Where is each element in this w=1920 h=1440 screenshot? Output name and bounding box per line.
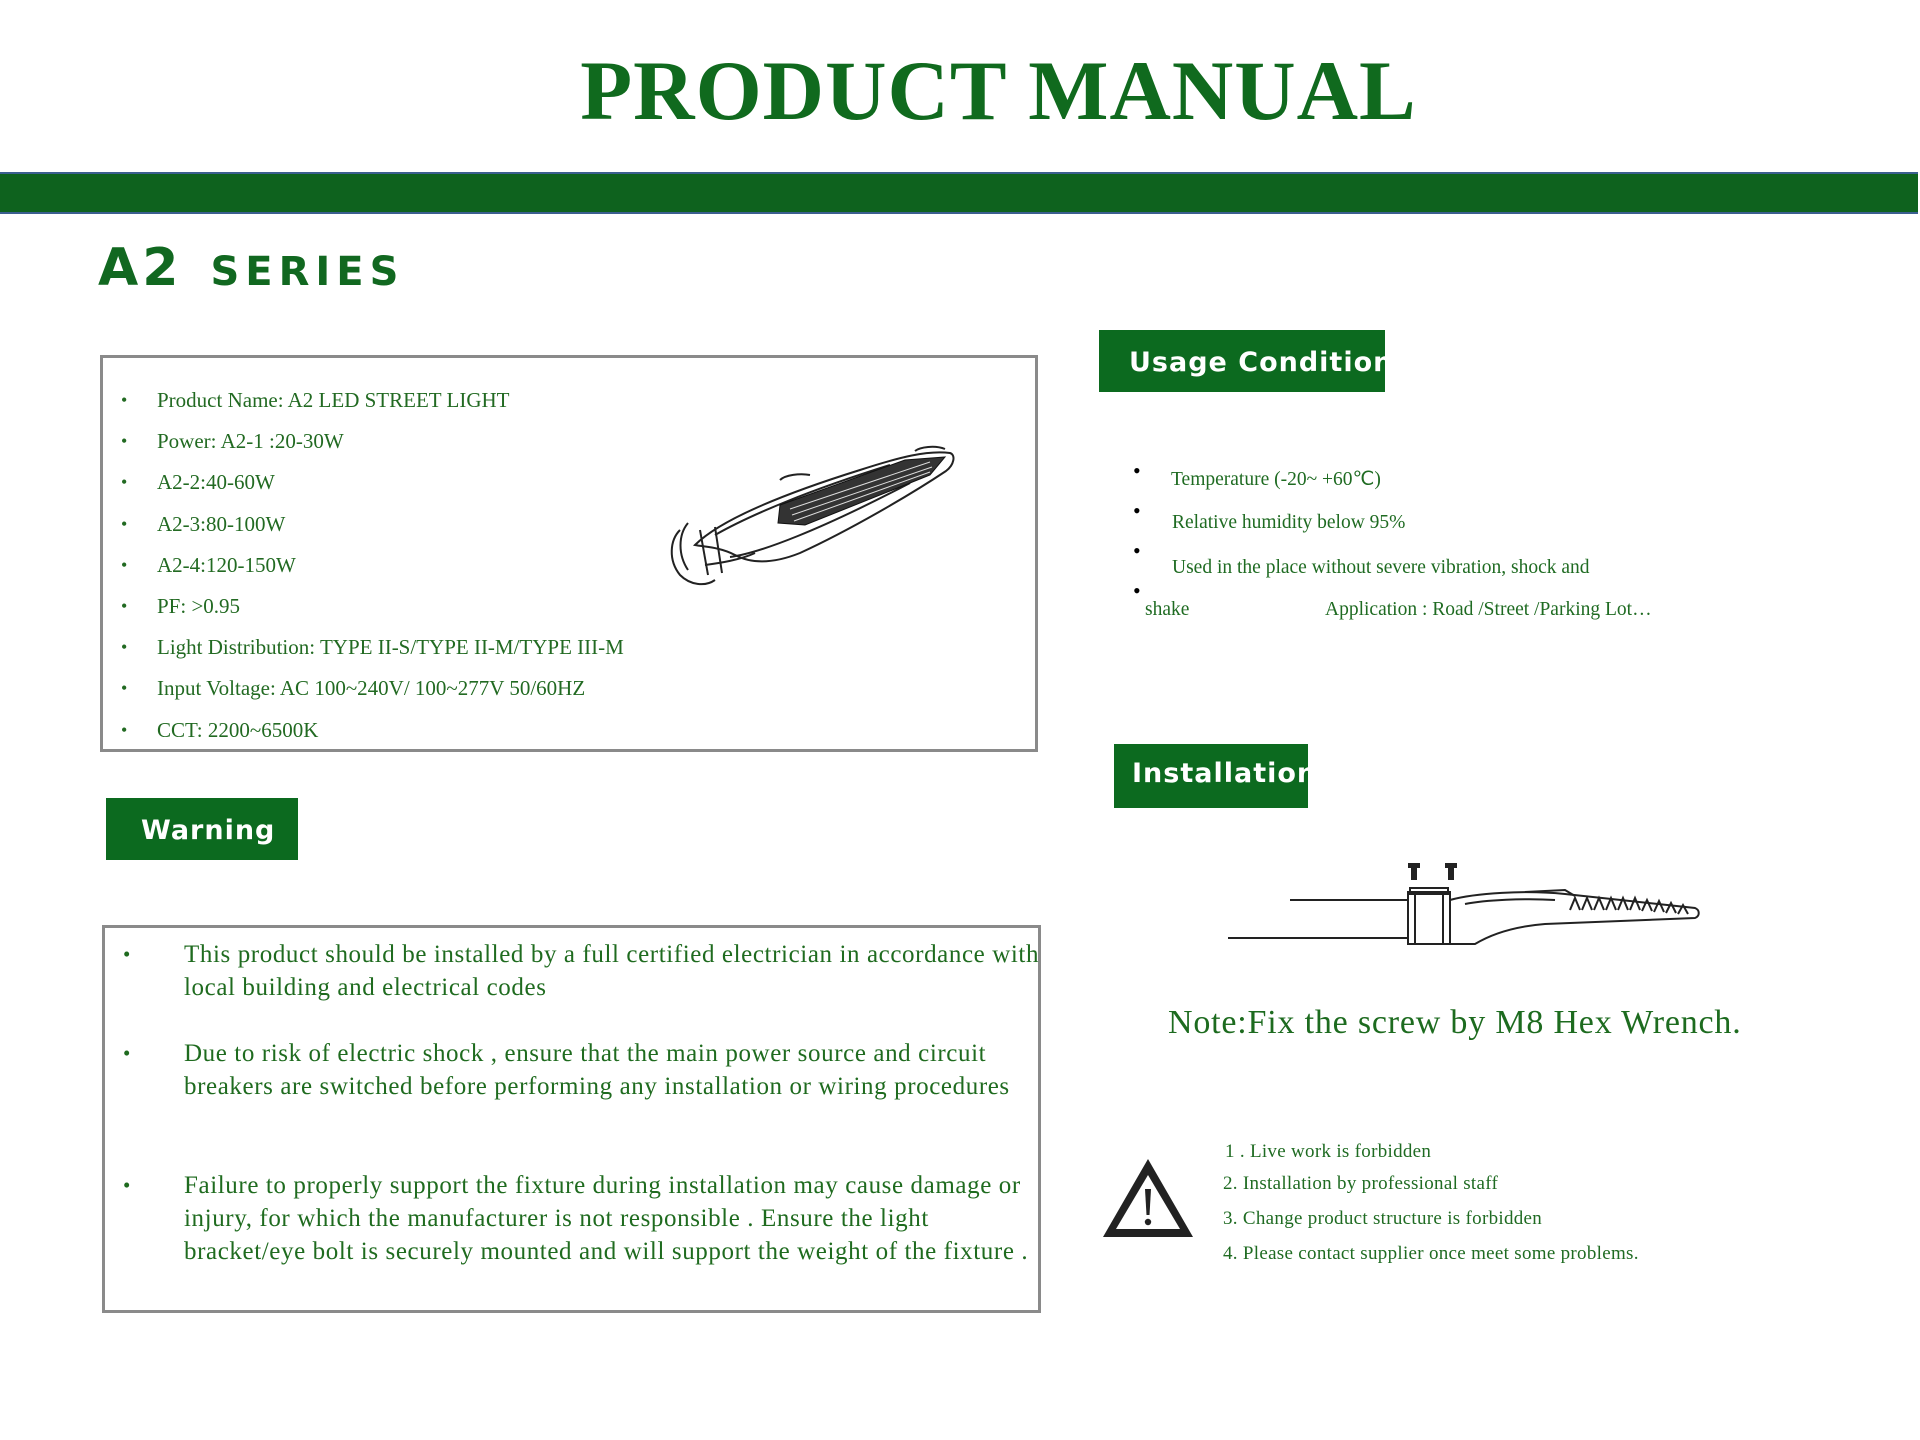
rule-item: 4. Please contact supplier once meet some problems. [1223,1243,1639,1264]
spec-item: • Input Voltage: AC 100~240V/ 100~277V 50/60HZ [121,676,586,701]
spec-item: • PF: >0.95 [121,593,241,618]
header-band [0,172,1918,214]
spec-item: • A2-4:120-150W [121,552,296,577]
warning-label: Warning [106,798,298,860]
warning-item: • This product should be installed by a full certified electrician in accordance with local building and electrical codes [123,941,1040,1001]
series-label: SERIES [210,249,405,295]
usage-application: Application : Road /Street /Parking Lot… [1325,599,1652,620]
usage-conditions-label: Usage Conditions [1099,330,1385,392]
spec-item: • Light Distribution: TYPE II-S/TYPE II-M/TYPE III-M [121,635,624,660]
usage-humidity: Relative humidity below 95% [1172,512,1406,533]
spec-item: • A2-3:80-100W [121,511,286,536]
installation-note: Note:Fix the screw by M8 Hex Wrench. [1168,1004,1742,1041]
spec-item: • Product Name: A2 LED STREET LIGHT [121,388,510,412]
usage-temperature: Temperature (-20~ +60℃) [1171,469,1381,490]
rule-item: 3. Change product structure is forbidden [1223,1208,1543,1229]
series-model: A2 [98,238,183,298]
spec-item: • Power: A2-1 :20-30W [121,429,344,454]
warning-triangle-icon [1100,1155,1196,1241]
usage-bullet: • [1133,458,1141,483]
usage-vibration: Used in the place without severe vibration, shock and [1172,557,1590,578]
spec-item: • CCT: 2200~6500K [121,717,319,742]
installation-diagram [1225,860,1745,950]
warning-item: • Due to risk of electric shock , ensure that the main power source and circuit breakers are switched before performing any installation or wiring procedures [123,1040,1010,1100]
usage-bullet: • [1133,538,1141,563]
spec-list [103,380,624,751]
usage-shake: shake [1145,599,1190,620]
rule-item: 1 . Live work is forbidden [1225,1141,1432,1162]
page-title: PRODUCT MANUAL [580,44,1417,138]
spec-item: • A2-2:40-60W [121,470,275,495]
rule-item: 2. Installation by professional staff [1223,1173,1499,1194]
series-heading [98,238,404,298]
installation-label: Installation [1114,744,1308,808]
warning-box [102,925,1041,1313]
usage-bullet: • [1133,498,1141,523]
street-light-illustration [660,435,970,605]
usage-bullet: • [1133,578,1141,603]
warning-item: • Failure to properly support the fixture during installation may cause damage or injury, for which the manufacturer is not responsible . Ensure the light bracket/eye bolt is securely mounted and will support the weight of the fixture . [123,1172,1029,1265]
